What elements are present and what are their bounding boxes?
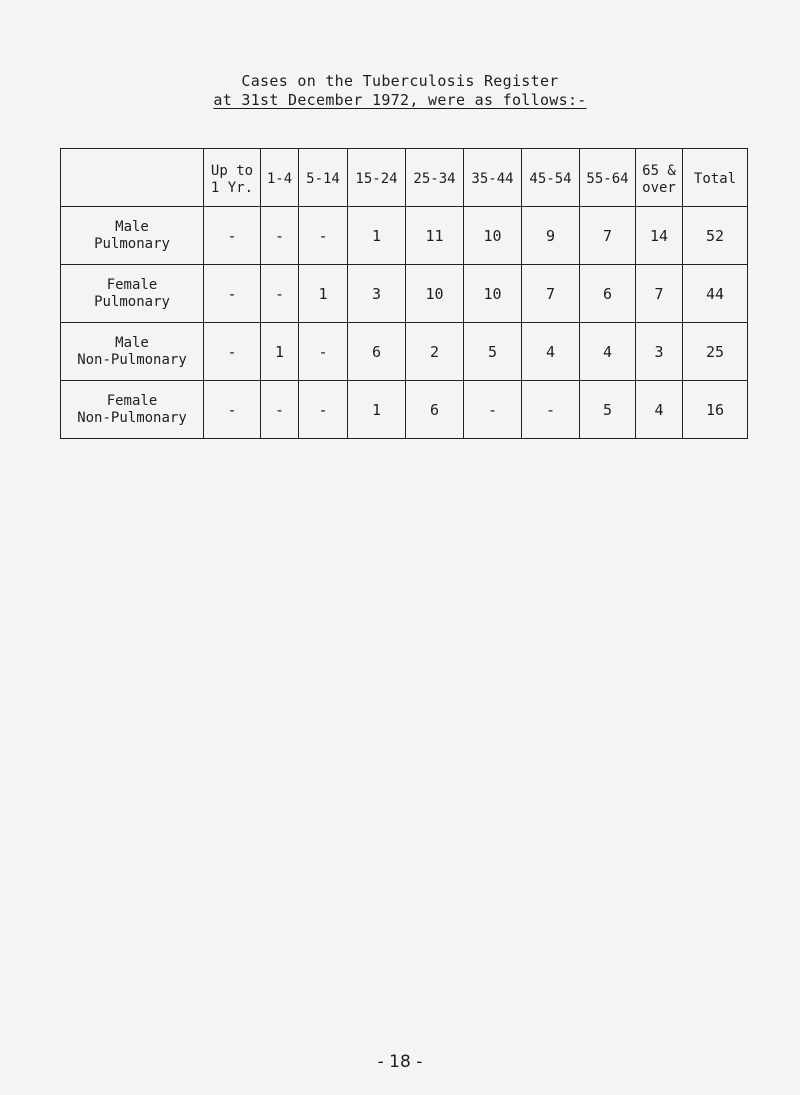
table-cell: - bbox=[299, 207, 348, 265]
tuberculosis-register-table bbox=[60, 148, 748, 439]
table-cell: 10 bbox=[464, 265, 522, 323]
row-label: Female Pulmonary bbox=[61, 265, 204, 323]
table-row bbox=[61, 207, 748, 265]
table-cell: 2 bbox=[406, 323, 464, 381]
table-cell: 1 bbox=[348, 381, 406, 439]
column-header bbox=[636, 149, 683, 207]
page-title: Cases on the Tuberculosis Register bbox=[241, 72, 559, 90]
table-cell: 5 bbox=[464, 323, 522, 381]
table-cell: 3 bbox=[636, 323, 683, 381]
table-cell: 11 bbox=[406, 207, 464, 265]
table-cell: 1 bbox=[348, 207, 406, 265]
row-label: Male Non-Pulmonary bbox=[61, 323, 204, 381]
table-cell: - bbox=[204, 265, 261, 323]
table-row bbox=[61, 323, 748, 381]
table-cell: 10 bbox=[406, 265, 464, 323]
table-cell: 25 bbox=[683, 323, 748, 381]
table-cell: 5 bbox=[580, 381, 636, 439]
column-header: 45-54 bbox=[522, 149, 580, 207]
table-cell: - bbox=[261, 207, 299, 265]
table-cell: 1 bbox=[299, 265, 348, 323]
table-cell: 6 bbox=[348, 323, 406, 381]
table-cell: - bbox=[522, 381, 580, 439]
column-header: 1-4 bbox=[261, 149, 299, 207]
table-cell: - bbox=[299, 323, 348, 381]
table-cell: 52 bbox=[683, 207, 748, 265]
table-cell: 4 bbox=[522, 323, 580, 381]
table-cell: - bbox=[204, 323, 261, 381]
column-header: Total bbox=[683, 149, 748, 207]
page-subtitle: at 31st December 1972, were as follows:- bbox=[213, 91, 587, 109]
table-cell: - bbox=[261, 265, 299, 323]
table-cell: - bbox=[204, 207, 261, 265]
row-label: Female Non-Pulmonary bbox=[61, 381, 204, 439]
column-header: 55-64 bbox=[580, 149, 636, 207]
column-header bbox=[61, 149, 204, 207]
table-cell: 14 bbox=[636, 207, 683, 265]
table-cell: 10 bbox=[464, 207, 522, 265]
table-cell: 1 bbox=[261, 323, 299, 381]
table-cell: - bbox=[464, 381, 522, 439]
table-cell: 7 bbox=[580, 207, 636, 265]
table-cell: 16 bbox=[683, 381, 748, 439]
table-cell: 4 bbox=[580, 323, 636, 381]
table-cell: 44 bbox=[683, 265, 748, 323]
table-cell: - bbox=[261, 381, 299, 439]
page-number: - 18 - bbox=[377, 1052, 423, 1072]
header-row bbox=[61, 149, 748, 207]
column-header: 15-24 bbox=[348, 149, 406, 207]
table-cell: - bbox=[299, 381, 348, 439]
column-header-label: Up to 1 Yr. bbox=[210, 162, 254, 196]
table-cell: 3 bbox=[348, 265, 406, 323]
row-label: Male Pulmonary bbox=[61, 207, 204, 265]
table-cell: - bbox=[204, 381, 261, 439]
table-cell: 7 bbox=[522, 265, 580, 323]
column-header bbox=[204, 149, 261, 207]
table-row bbox=[61, 265, 748, 323]
column-header: 35-44 bbox=[464, 149, 522, 207]
table-cell: 6 bbox=[580, 265, 636, 323]
column-header: 25-34 bbox=[406, 149, 464, 207]
table-row bbox=[61, 381, 748, 439]
column-header: 5-14 bbox=[299, 149, 348, 207]
table-cell: 9 bbox=[522, 207, 580, 265]
table-cell: 7 bbox=[636, 265, 683, 323]
table-cell: 4 bbox=[636, 381, 683, 439]
table-cell: 6 bbox=[406, 381, 464, 439]
column-header-label: 65 & over bbox=[642, 162, 676, 196]
